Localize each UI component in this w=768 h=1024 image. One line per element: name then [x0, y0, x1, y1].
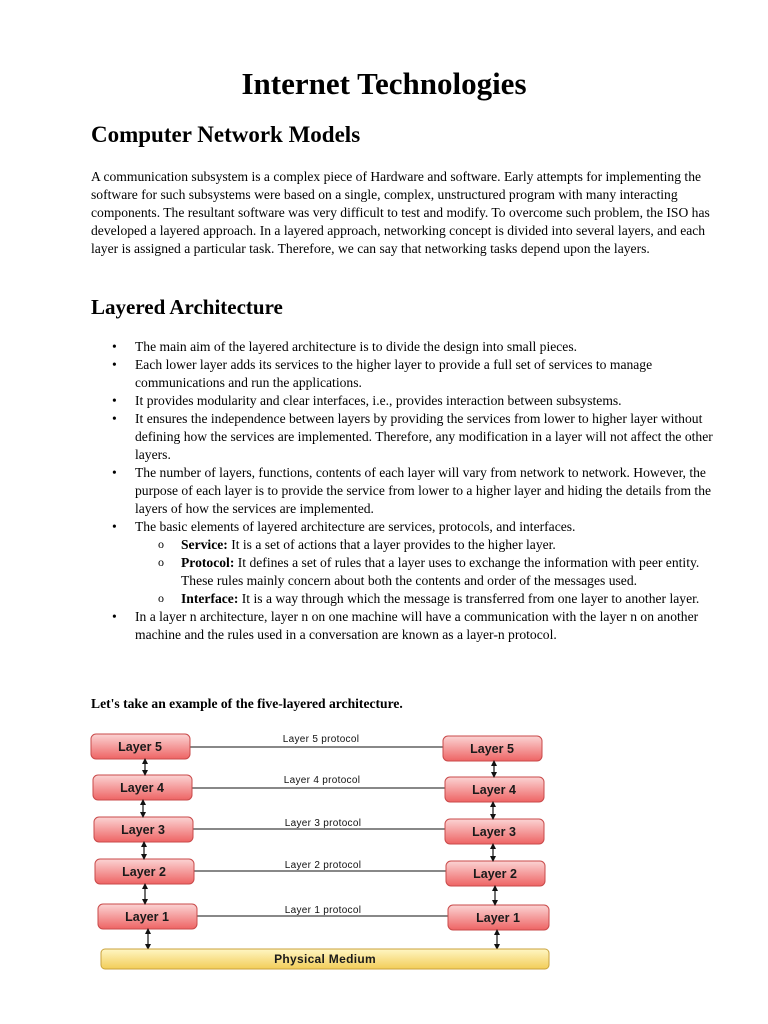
list-item-basic-elements — [91, 518, 721, 608]
term-interface: Interface: — [181, 591, 239, 606]
definition-service: It is a set of actions that a layer provides to the higher layer. — [227, 537, 556, 552]
right-layer-4-label: Layer 4 — [472, 783, 516, 797]
list-item: • It provides modularity and clear interfaces, i.e., provides interaction between subsystems. — [91, 392, 721, 410]
protocol-label-3: Layer 3 protocol — [284, 818, 362, 829]
right-layer-3-label: Layer 3 — [472, 825, 516, 839]
sub-list-item-service — [135, 536, 721, 554]
protocol-label-5: Layer 5 protocol — [282, 734, 360, 745]
left-layer-4-label: Layer 4 — [120, 781, 164, 795]
left-layer-2-label: Layer 2 — [122, 865, 166, 879]
left-layer-1-label: Layer 1 — [125, 910, 169, 924]
sub-list-item-interface — [135, 590, 721, 608]
five-layer-diagram — [0, 720, 768, 980]
document-title: Internet Technologies — [241, 66, 527, 101]
list-item: • Each lower layer adds its services to the higher layer to provide a full set of services to manage communications and run the applications. — [91, 356, 721, 392]
example-caption: Let's take an example of the five-layered architecture. — [91, 696, 403, 711]
intro-paragraph: A communication subsystem is a complex piece of Hardware and software. Early attempts for implementing the software for such subsystems were based on a single, complex, unstructured program with many interacting components. The resultant software was very difficult to test and modify. To overcome such problem, the ISO has developed a layered approach. In a layered approach, networking concept is divided into several layers, and each layer is assigned a particular task. Therefore, we can say that networking tasks depend upon the layers. — [91, 169, 710, 256]
list-item: • The main aim of the layered architecture is to divide the design into small pieces. — [91, 338, 721, 356]
list-item: • The number of layers, functions, contents of each layer will vary from network to network. However, the purpose of each layer is to provide the service from lower to a higher layer and hiding the details from the layers of how the services are implemented. — [91, 464, 721, 518]
right-layer-1-label: Layer 1 — [476, 911, 520, 925]
list-item: • It ensures the independence between layers by providing the services from lower to higher layer without defining how the services are implemented. Therefore, any modification in a layer will not affect the other layers. — [91, 410, 721, 464]
list-item: • In a layer n architecture, layer n on one machine will have a communication with the layer n on another machine and the rules used in a conversation are known as a layer-n protocol. — [91, 608, 721, 644]
basic-elements-sublist — [135, 536, 721, 608]
protocol-label-4: Layer 4 protocol — [283, 775, 361, 786]
protocol-label-1: Layer 1 protocol — [284, 905, 362, 916]
right-layer-2-label: Layer 2 — [473, 867, 517, 881]
protocol-label-2: Layer 2 protocol — [284, 860, 362, 871]
left-layer-3-label: Layer 3 — [121, 823, 165, 837]
physical-medium-label: Physical Medium — [274, 952, 376, 966]
list-item-text: The basic elements of layered architecture are services, protocols, and interfaces. — [135, 519, 576, 534]
layered-architecture-list — [91, 338, 721, 644]
definition-interface: It is a way through which the message is transferred from one layer to another layer. — [238, 591, 700, 606]
term-service: Service: — [181, 537, 228, 552]
definition-protocol: It defines a set of rules that a layer uses to exchange the information with peer entity. These rules mainly concern about both the contents and order of the messages used. — [181, 555, 700, 588]
sub-list-item-protocol — [135, 554, 721, 590]
section-heading-network-models: Computer Network Models — [91, 122, 361, 147]
right-layer-5-label: Layer 5 — [470, 742, 514, 756]
section-heading-layered-architecture: Layered Architecture — [91, 295, 283, 319]
left-layer-5-label: Layer 5 — [118, 740, 162, 754]
term-protocol: Protocol: — [181, 555, 235, 570]
